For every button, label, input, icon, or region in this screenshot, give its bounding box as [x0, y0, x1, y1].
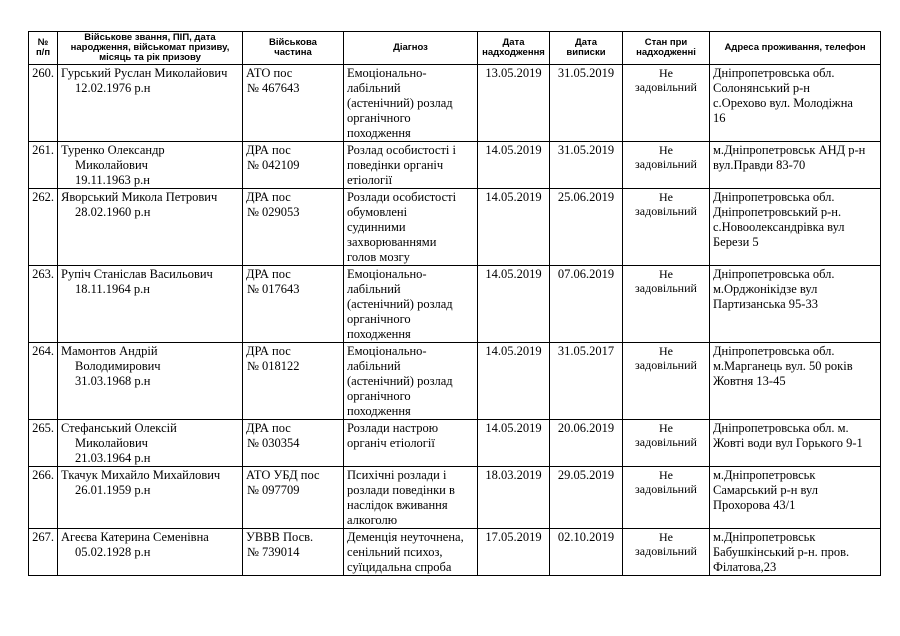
- person-cell: [58, 467, 243, 529]
- condition-cell: [623, 343, 710, 420]
- discharge-date-cell: 31.05.2019: [550, 65, 623, 142]
- text-line: Психічні розлади і: [347, 468, 447, 482]
- text-line: органічного: [347, 312, 411, 326]
- text-line: м.Дніпропетровськ: [713, 468, 816, 482]
- row-number: 265.: [29, 420, 58, 467]
- text-line: надходження: [482, 47, 545, 58]
- table-header-row: [29, 32, 881, 65]
- text-line: Рупіч Станіслав Васильович: [61, 267, 213, 281]
- text-line: Не: [659, 66, 673, 80]
- row-number: 263.: [29, 266, 58, 343]
- text-line: лабільний: [347, 282, 401, 296]
- text-line: 28.02.1960 р.н: [75, 205, 151, 219]
- text-line: Емоціонально-: [347, 267, 427, 281]
- text-line: лабільний: [347, 81, 401, 95]
- text-line: Емоціонально-: [347, 344, 427, 358]
- discharge-date-cell: 20.06.2019: [550, 420, 623, 467]
- text-line: № 017643: [247, 282, 300, 296]
- text-line: 16: [713, 111, 726, 125]
- text-line: 19.11.1963 р.н: [75, 173, 150, 187]
- text-line: ДРА пос: [246, 143, 291, 157]
- text-line: виписки: [566, 47, 606, 58]
- text-line: № 739014: [247, 545, 300, 559]
- text-line: Не: [659, 267, 673, 281]
- row-number: 262.: [29, 189, 58, 266]
- person-cell: [58, 529, 243, 576]
- text-line: органіч етіології: [347, 436, 435, 450]
- unit-cell: [243, 266, 344, 343]
- text-line: Партизанська 95-33: [713, 297, 818, 311]
- text-line: Не: [659, 530, 673, 544]
- condition-cell: [623, 142, 710, 189]
- condition-cell: [623, 529, 710, 576]
- text-line: задовільний: [635, 482, 697, 496]
- text-line: № 467643: [247, 81, 300, 95]
- person-cell: [58, 343, 243, 420]
- text-line: м.Орджонікідзе вул: [713, 282, 818, 296]
- unit-cell: [243, 189, 344, 266]
- discharge-date-cell: 25.06.2019: [550, 189, 623, 266]
- text-line: (астенічний) розлад: [347, 297, 453, 311]
- header-admission-date: [478, 32, 550, 65]
- text-line: Філатова,23: [713, 560, 777, 574]
- text-line: наслідок вживання: [347, 498, 448, 512]
- table-row: [29, 467, 881, 529]
- admission-date-cell: 14.05.2019: [478, 343, 550, 420]
- unit-cell: [243, 65, 344, 142]
- diagnosis-cell: [344, 420, 478, 467]
- admission-date-cell: 13.05.2019: [478, 65, 550, 142]
- table-row: [29, 343, 881, 420]
- text-line: судинними: [347, 220, 406, 234]
- text-line: Жовті води вул Горького 9-1: [713, 436, 863, 450]
- header-discharge-date: [550, 32, 623, 65]
- person-cell: [58, 420, 243, 467]
- address-cell: [710, 529, 881, 576]
- text-line: Прохорова 43/1: [713, 498, 796, 512]
- text-line: місяць та рік призову: [99, 52, 201, 63]
- text-line: м.Дніпропетровськ АНД р-н: [713, 143, 866, 157]
- diagnosis-cell: [344, 467, 478, 529]
- text-line: Не: [659, 468, 673, 482]
- condition-cell: [623, 189, 710, 266]
- unit-cell: [243, 343, 344, 420]
- text-line: ДРА пос: [246, 421, 291, 435]
- row-number: 266.: [29, 467, 58, 529]
- text-line: № 097709: [247, 483, 300, 497]
- text-line: Володимирович: [75, 359, 161, 373]
- text-line: № 042109: [247, 158, 300, 172]
- text-line: УВВВ Посв.: [246, 530, 314, 544]
- text-line: м.Дніпропетровськ: [713, 530, 816, 544]
- diagnosis-cell: [344, 65, 478, 142]
- unit-cell: [243, 529, 344, 576]
- text-line: ДРА пос: [246, 190, 291, 204]
- table-row: [29, 189, 881, 266]
- text-line: Бабушкінський р-н. пров.: [713, 545, 850, 559]
- text-line: задовільний: [635, 358, 697, 372]
- text-line: Дата: [502, 37, 525, 48]
- text-line: 21.03.1964 р.н: [75, 451, 151, 465]
- condition-cell: [623, 65, 710, 142]
- text-line: поведінки органіч: [347, 158, 444, 172]
- text-line: АТО пос: [246, 66, 293, 80]
- text-line: вул.Правди 83-70: [713, 158, 806, 172]
- text-line: органічного: [347, 389, 411, 403]
- condition-cell: [623, 420, 710, 467]
- text-line: 18.11.1964 р.н: [75, 282, 150, 296]
- diagnosis-cell: [344, 343, 478, 420]
- header-unit: [243, 32, 344, 65]
- text-line: походження: [347, 404, 411, 418]
- text-line: № 029053: [247, 205, 300, 219]
- person-cell: [58, 266, 243, 343]
- text-line: Адреса проживання, телефон: [724, 42, 866, 53]
- table-row: [29, 420, 881, 467]
- admission-date-cell: 14.05.2019: [478, 420, 550, 467]
- text-line: суїцидальна спроба: [347, 560, 452, 574]
- diagnosis-cell: [344, 529, 478, 576]
- text-line: Гурський Руслан Миколайович: [61, 66, 228, 80]
- unit-cell: [243, 467, 344, 529]
- text-line: задовільний: [635, 281, 697, 295]
- text-line: 12.02.1976 р.н: [75, 81, 151, 95]
- table-row: [29, 65, 881, 142]
- text-line: Діагноз: [393, 42, 428, 53]
- text-line: с.Новоолександрівка вул: [713, 220, 845, 234]
- text-line: Мамонтов Андрій: [61, 344, 158, 358]
- text-line: (астенічний) розлад: [347, 96, 453, 110]
- text-line: Розлади особистості: [347, 190, 457, 204]
- row-number: 260.: [29, 65, 58, 142]
- discharge-date-cell: 29.05.2019: [550, 467, 623, 529]
- unit-cell: [243, 142, 344, 189]
- admission-date-cell: 14.05.2019: [478, 189, 550, 266]
- table-row: [29, 142, 881, 189]
- text-line: алкоголю: [347, 513, 398, 527]
- address-cell: [710, 420, 881, 467]
- header-condition: [623, 32, 710, 65]
- text-line: Берези 5: [713, 235, 759, 249]
- diagnosis-cell: [344, 266, 478, 343]
- text-line: задовільний: [635, 204, 697, 218]
- text-line: походження: [347, 327, 411, 341]
- admission-date-cell: 17.05.2019: [478, 529, 550, 576]
- text-line: Миколайович: [75, 158, 148, 172]
- text-line: Дніпропетровська обл.: [713, 344, 835, 358]
- text-line: 31.03.1968 р.н: [75, 374, 151, 388]
- condition-cell: [623, 467, 710, 529]
- text-line: етіології: [347, 173, 393, 187]
- row-number: 267.: [29, 529, 58, 576]
- text-line: Військова: [269, 37, 317, 48]
- text-line: м.Марганець вул. 50 років: [713, 359, 853, 373]
- text-line: сенільний психоз,: [347, 545, 443, 559]
- text-line: ДРА пос: [246, 344, 291, 358]
- address-cell: [710, 343, 881, 420]
- person-cell: [58, 65, 243, 142]
- text-line: Дніпропетровська обл. м.: [713, 421, 849, 435]
- text-line: № 018122: [247, 359, 300, 373]
- table-row: [29, 266, 881, 343]
- text-line: частина: [274, 47, 312, 58]
- text-line: (астенічний) розлад: [347, 374, 453, 388]
- address-cell: [710, 189, 881, 266]
- text-line: Дата: [575, 37, 597, 48]
- header-diagnosis: [344, 32, 478, 65]
- admission-date-cell: 18.03.2019: [478, 467, 550, 529]
- text-line: Жовтня 13-45: [713, 374, 786, 388]
- row-number: 264.: [29, 343, 58, 420]
- address-cell: [710, 266, 881, 343]
- header-person: [58, 32, 243, 65]
- table-body: [29, 65, 881, 576]
- text-line: Стан при: [644, 37, 688, 48]
- text-line: № 030354: [247, 436, 300, 450]
- header-address: [710, 32, 881, 65]
- text-line: Ткачук Михайло Михайлович: [61, 468, 221, 482]
- text-line: Не: [659, 143, 673, 157]
- address-cell: [710, 142, 881, 189]
- diagnosis-cell: [344, 189, 478, 266]
- text-line: Агеєва Катерина Семенівна: [61, 530, 209, 544]
- admission-date-cell: 14.05.2019: [478, 142, 550, 189]
- address-cell: [710, 65, 881, 142]
- text-line: Не: [659, 190, 673, 204]
- patient-register-table: [28, 31, 881, 576]
- text-line: органічного: [347, 111, 411, 125]
- person-cell: [58, 189, 243, 266]
- text-line: голов мозгу: [347, 250, 410, 264]
- condition-cell: [623, 266, 710, 343]
- text-line: Туренко Олександр: [61, 143, 165, 157]
- table-row: [29, 529, 881, 576]
- discharge-date-cell: 07.06.2019: [550, 266, 623, 343]
- text-line: 26.01.1959 р.н: [75, 483, 151, 497]
- text-line: захворюваннями: [347, 235, 437, 249]
- text-line: задовільний: [635, 435, 697, 449]
- text-line: надходженні: [636, 47, 696, 58]
- text-line: Солонянський р-н: [713, 81, 810, 95]
- text-line: ДРА пос: [246, 267, 291, 281]
- text-line: Дніпропетровська обл.: [713, 190, 835, 204]
- text-line: п/п: [35, 47, 51, 58]
- diagnosis-cell: [344, 142, 478, 189]
- text-line: обумовлені: [347, 205, 408, 219]
- text-line: Дніпропетровський р-н.: [713, 205, 842, 219]
- row-number: 261.: [29, 142, 58, 189]
- text-line: задовільний: [635, 80, 697, 94]
- text-line: Емоціонально-: [347, 66, 427, 80]
- text-line: лабільний: [347, 359, 401, 373]
- address-cell: [710, 467, 881, 529]
- text-line: Миколайович: [75, 436, 148, 450]
- text-line: задовільний: [635, 544, 697, 558]
- text-line: задовільний: [635, 157, 697, 171]
- admission-date-cell: 14.05.2019: [478, 266, 550, 343]
- discharge-date-cell: 02.10.2019: [550, 529, 623, 576]
- text-line: Самарський р-н вул: [713, 483, 818, 497]
- text-line: 05.02.1928 р.н: [75, 545, 151, 559]
- text-line: Не: [659, 421, 673, 435]
- text-line: Військове звання, ПІП, дата: [84, 32, 216, 43]
- text-line: Дніпропетровська обл.: [713, 66, 835, 80]
- discharge-date-cell: 31.05.2017: [550, 343, 623, 420]
- text-line: АТО УБД пос: [246, 468, 320, 482]
- unit-cell: [243, 420, 344, 467]
- discharge-date-cell: 31.05.2019: [550, 142, 623, 189]
- person-cell: [58, 142, 243, 189]
- text-line: Стефанський Олексій: [61, 421, 177, 435]
- text-line: Розлад особистості і: [347, 143, 456, 157]
- text-line: Розлади настрою: [347, 421, 439, 435]
- text-line: Не: [659, 344, 673, 358]
- text-line: розлади поведінки в: [347, 483, 455, 497]
- text-line: Яворський Микола Петрович: [61, 190, 218, 204]
- text-line: народження, військомат призиву,: [70, 42, 230, 53]
- text-line: №: [37, 37, 49, 48]
- text-line: Деменція неуточнена,: [347, 530, 464, 544]
- text-line: походження: [347, 126, 411, 140]
- text-line: Дніпропетровська обл.: [713, 267, 835, 281]
- header-num: [29, 32, 58, 65]
- text-line: с.Орехово вул. Молодіжна: [713, 96, 853, 110]
